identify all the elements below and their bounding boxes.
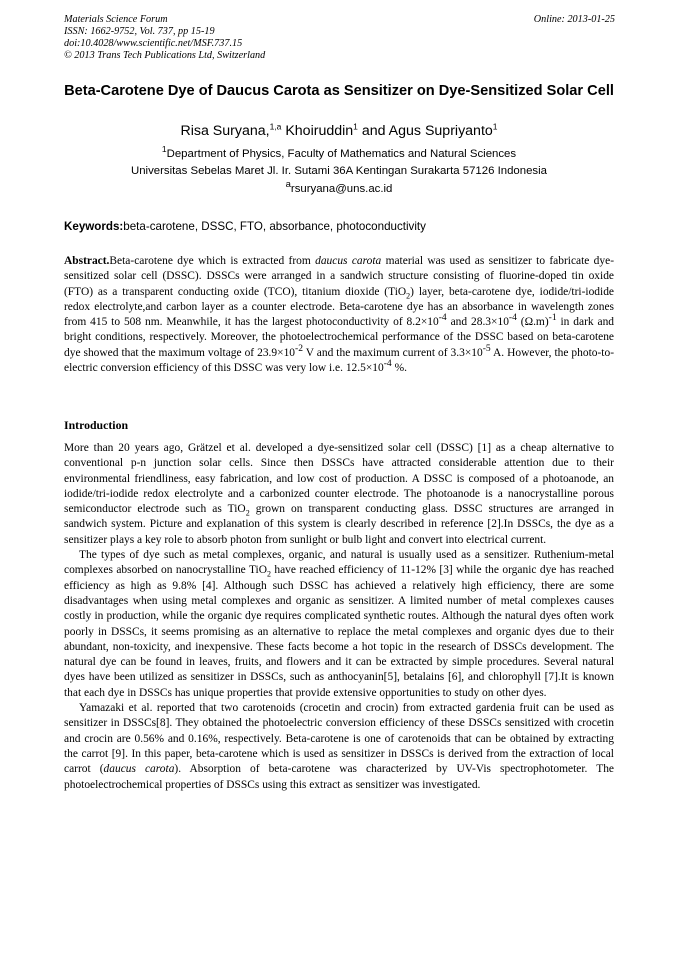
doi-line: doi:10.4028/www.scientific.net/MSF.737.15 (64, 38, 243, 49)
paragraph-text: grown on transparent conducting glass. DSSC structures are arranged in sandwich system. Picture and explanation of this system is clearly described in reference [2].In DSSCs, the dye as a sensitizer plays a key role to absorb photon from sunlight or bulb light and convert into electrical current. (64, 503, 614, 546)
section-heading: Introduction (64, 418, 129, 432)
superscript: -4 (438, 312, 447, 324)
abstract-species: daucus carota (315, 255, 382, 267)
subscript: 2 (266, 569, 271, 579)
affil-line-1: Department of Physics, Faculty of Mathematics and Natural Sciences (166, 148, 517, 160)
abstract-text: V and the maximum current of 3.3×10 (302, 346, 483, 359)
paragraph-text: ). Absorption of beta-carotene was characterized by UV-Vis spectrophotometer. The photoelectrochemical properties of DSSCs using this extract as sensitizer was investigated. (64, 763, 614, 791)
paragraph (64, 548, 614, 701)
introduction-body (64, 441, 614, 793)
abstract-text: %. (391, 362, 407, 375)
online-date: Online: 2013-01-25 (533, 14, 615, 25)
superscript: -4 (508, 312, 517, 324)
author-affil-mark: 1,a (269, 121, 282, 132)
author-list (64, 121, 614, 141)
abstract-text: in dark and bright conditions, respectively. Moreover, the photoelectrochemical performance of the DSSC based on beta-carotene dye showed that the maximum voltage of 23.9×10 (64, 316, 615, 359)
abstract-text: Beta-carotene dye which is extracted from (109, 255, 316, 267)
email (64, 179, 614, 195)
subscript: 2 (245, 508, 250, 518)
email-mark: a (285, 179, 291, 191)
email-address: rsuryana@uns.ac.id (290, 183, 393, 195)
paragraph-text: The types of dye such as metal complexes, organic, and natural is usually used as a sensitizer. Ruthenium-metal complexes absorbed on nanocrystalline TiO (64, 549, 614, 577)
abstract-text: (Ω.m) (516, 316, 549, 329)
keywords (64, 220, 426, 233)
issn-line: ISSN: 1662-9752, Vol. 737, pp 15-19 (64, 26, 215, 37)
author-name: Khoiruddin (281, 123, 354, 139)
author-affil-mark: 1 (353, 121, 358, 132)
superscript: -2 (295, 342, 303, 354)
journal-header (64, 14, 265, 62)
abstract-text: ) layer, beta-carotene dye, iodide/tri-iodide redox electrolyte,and carbon layer as a counter electrode. Beta-carotene dye has an absorbance in wavelength zones from 415 to 508 nm. Meanwhile, it has the largest photoconductivity of 8.2×10 (64, 285, 614, 329)
abstract (64, 254, 614, 376)
paragraph-species: daucus carota (103, 763, 175, 776)
paragraph-text: More than 20 years ago, Grätzel et al. developed a dye-sensitized solar cell (DSSC) [1] as a cheap alternative to conventional p-n junction solar cells. Since then DSSCs have attracted considerable attention due to their environmental friendliness, easy fabrication, and low cost of production. A DSSC is composed of a photoanode, an iodide/tri-iodide redox electrolyte and a carbonized counter electrode. The photoanode is a nanocrystalline porous semiconductor electrode such as TiO (64, 442, 614, 516)
author-affil-mark: 1 (492, 121, 498, 132)
superscript: -4 (383, 358, 392, 370)
paragraph-text: Yamazaki et al. reported that two carotenoids (crocetin and crocin) from extracted gardenia fruit can be used as sensitizer in DSSCs[8]. They obtained the photoelectric conversion efficiency of these DSSCs sensitized with crocetin and crocin are 0.56% and 0.16%, respectively. Beta-carotene is one of carotenoids that can be obtained by extracting the carrot [9]. In this paper, beta-carotene which is used as sensitizer in DSSCs is derived from the extraction of local carrot ( (64, 702, 614, 776)
abstract-label: Abstract. (64, 255, 110, 267)
superscript: -1 (548, 312, 557, 324)
paragraph-text: have reached efficiency of 11-12% [3] while the organic dye has reached efficiency as high as 9.8% [4]. Although such DSSC has achieved a relatively high efficiency, there are some disadvantages when using metal complexes and organic as sensitizer. A limited number of metal complexes causes costly in production, while the organic dye requires complicated synthetic routes. Although the natural dyes often work poorly in DSSCs, it seems promising as an alternative to replace the metal complexes and organic dyes due to their abundant, non-toxicity, and inexpensive. These facts become a hot topic in the research of DSSCs development. The natural dye can be found in leaves, fruits, and flowers and it can be extracted by simple procedures. Several natural dyes have been utilized as sensitizer in DSSCs, such as anthocyanin[5], betalains [6], and chlorophyll [7].It is known that each dye in DSSCs has unique properties that provide extensive opportunities to study on other dyes. (64, 564, 614, 699)
abstract-text: material was used as sensitizer to fabricate dye-sensitized solar cell (DSSC). DSSCs were arranged in a sandwich structure consisting of fluorine-doped tin oxide (FTO) as a transparent conducting oxide (TCO), titanium dioxide (TiO (64, 255, 614, 298)
paragraph (64, 701, 614, 793)
journal-name: Materials Science Forum (64, 14, 168, 25)
superscript: -5 (482, 342, 491, 354)
affil-line-2: Universitas Sebelas Maret Jl. Ir. Sutami 36A Kentingan Surakarta 57126 Indonesia (131, 165, 547, 177)
paragraph (64, 441, 614, 548)
author-name: and Agus Supriyanto (357, 123, 493, 139)
keywords-text: beta-carotene, DSSC, FTO, absorbance, photoconductivity (123, 220, 426, 233)
abstract-text: A. However, the photo-to-electric conversion efficiency of this DSSC was very low i.e. 12.5×10 (64, 346, 615, 375)
subscript: 2 (406, 290, 411, 300)
copyright-line: © 2013 Trans Tech Publications Ltd, Switzerland (64, 50, 266, 61)
keywords-label: Keywords: (64, 220, 124, 233)
paper-title: Beta-Carotene Dye of Daucus Carota as Sensitizer on Dye-Sensitized Solar Cell (64, 83, 614, 99)
affil-mark: 1 (161, 144, 167, 155)
affiliation (64, 146, 614, 180)
abstract-text: and 28.3×10 (446, 316, 509, 329)
author-name: Risa Suryana, (180, 123, 270, 139)
